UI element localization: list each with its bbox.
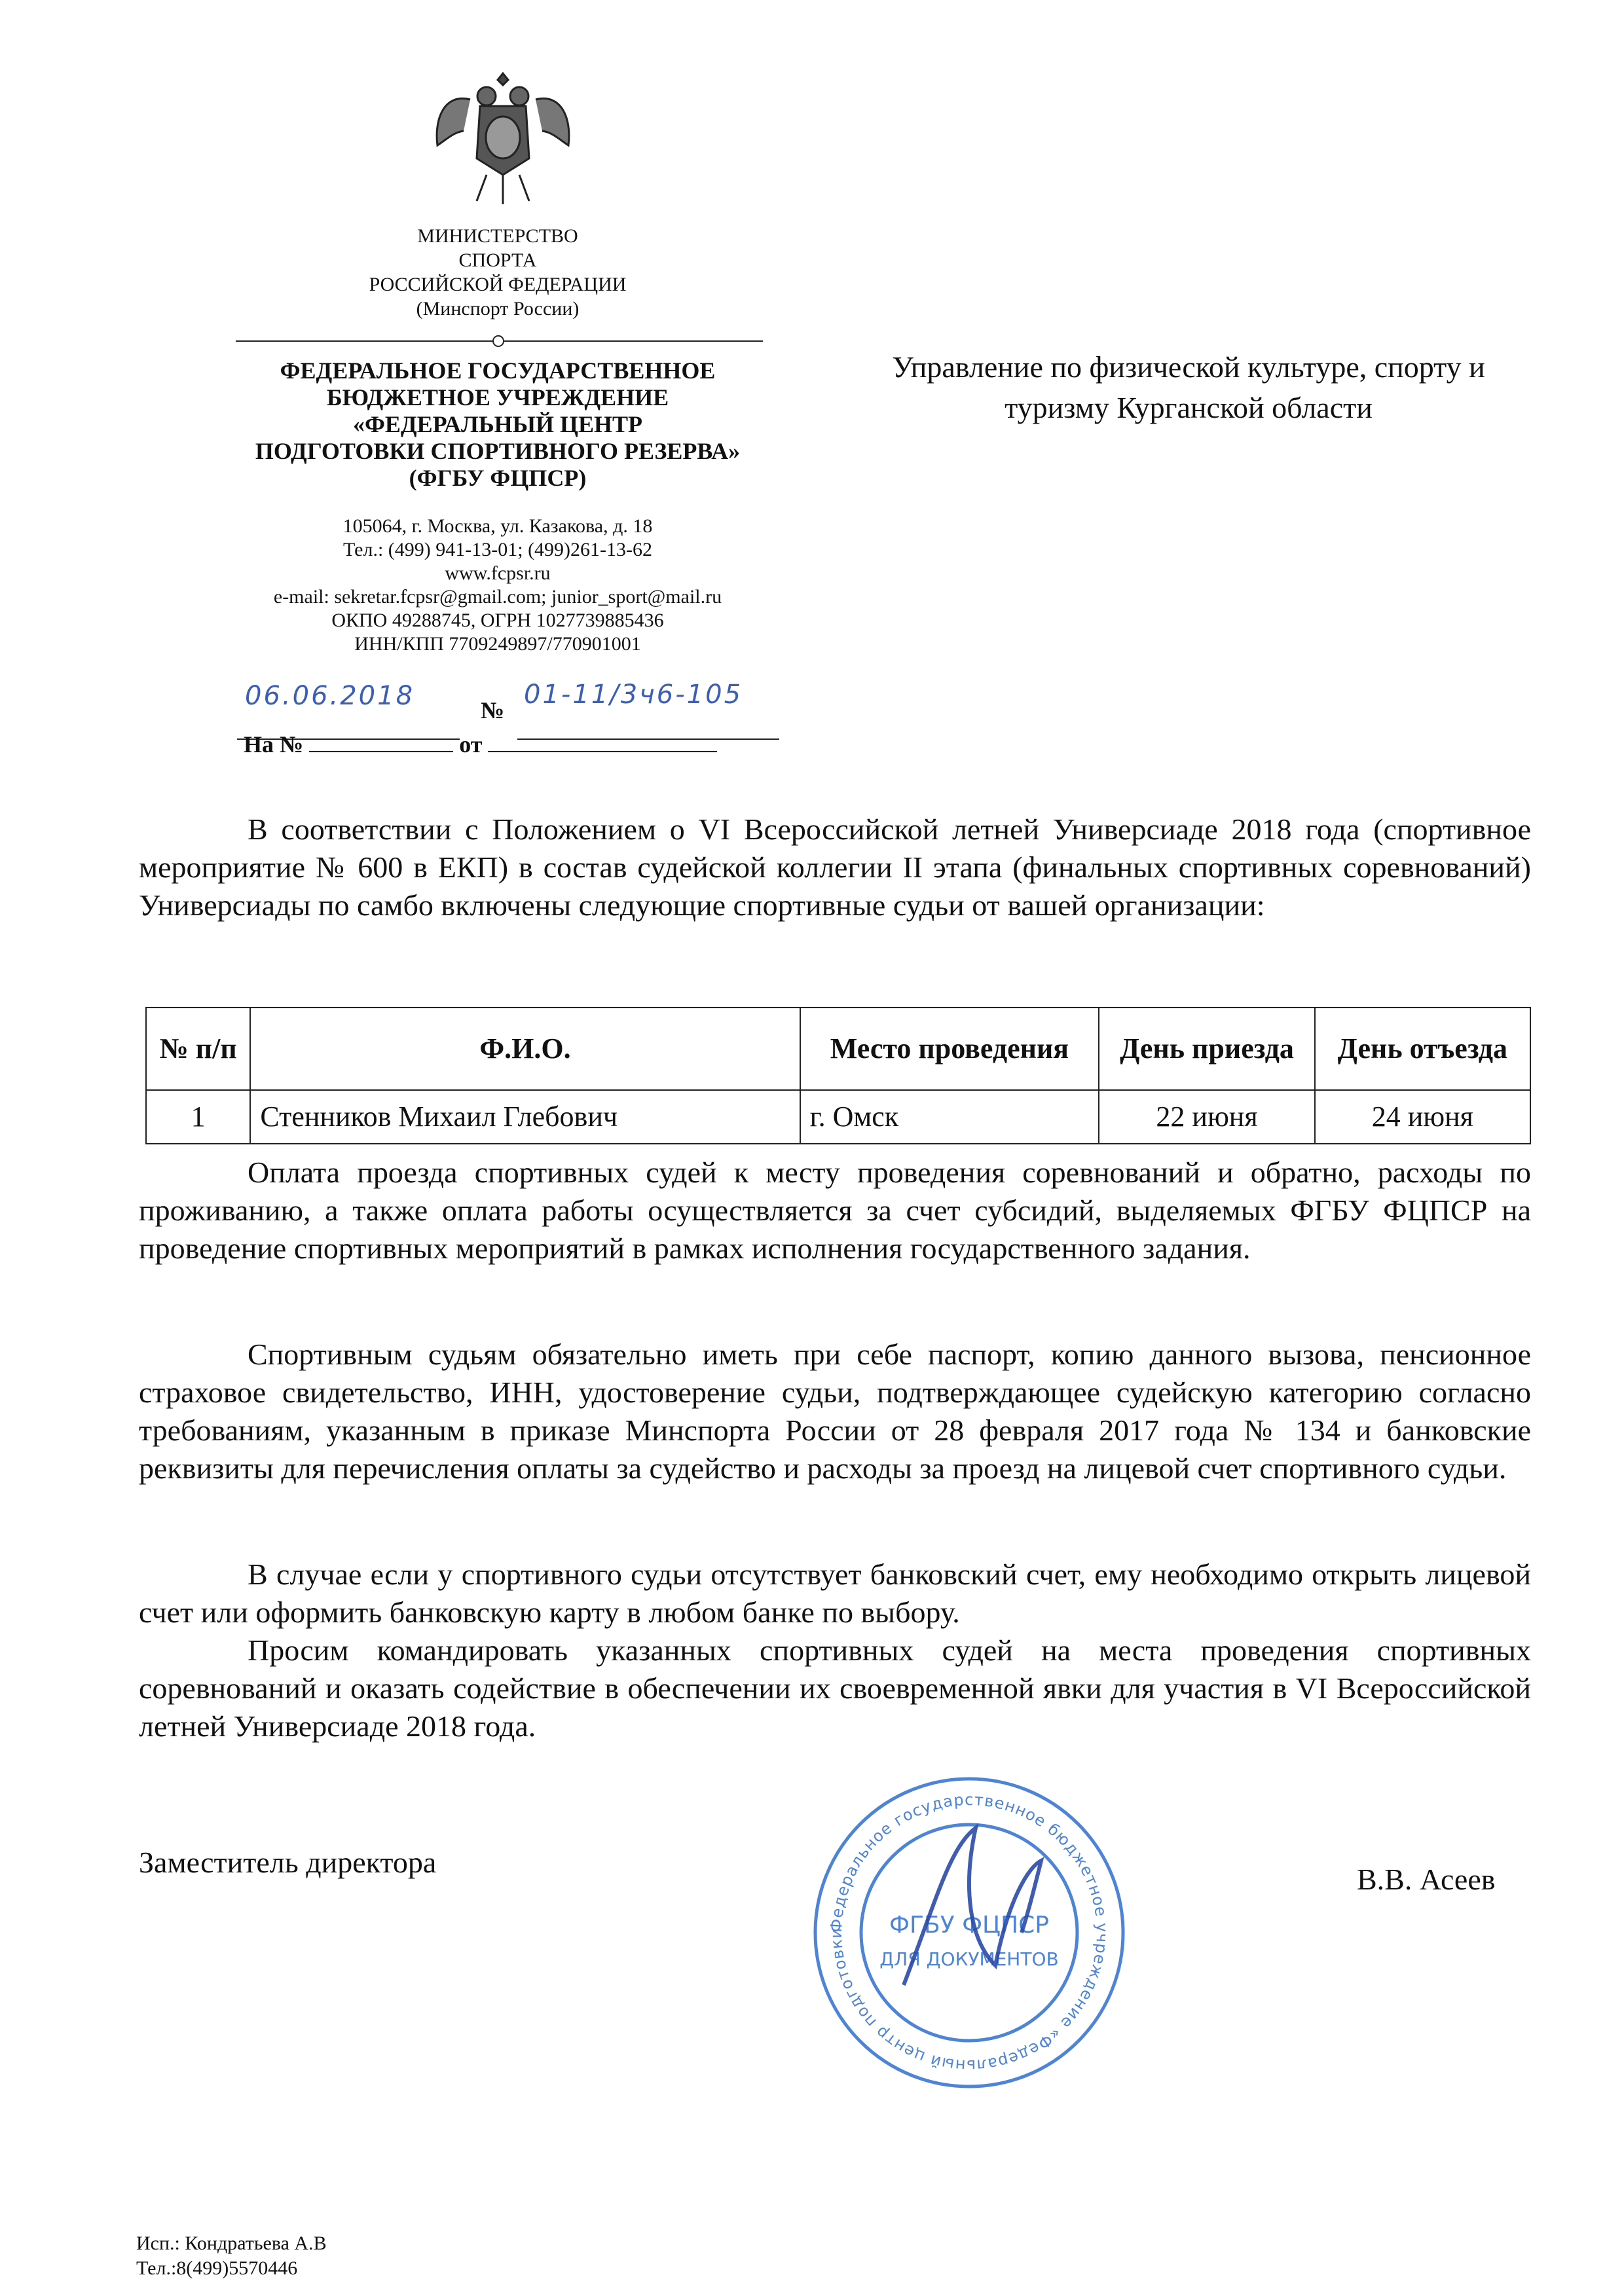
signer-position: Заместитель директора bbox=[139, 1846, 437, 1879]
header-divider-dot bbox=[492, 335, 504, 347]
judges-table bbox=[145, 1007, 1531, 1144]
request-paragraph: Просим командировать указанных спортивных судей на места проведения спортивных соревнований и оказать содействие в обеспечении их своевременной явки для участия в VI Всероссийской летней Универсиаде 2018 года. bbox=[139, 1633, 1531, 1743]
organization-contacts bbox=[216, 515, 779, 656]
org-line: ФЕДЕРАЛЬНОЕ ГОСУДАРСТВЕННОЕ bbox=[280, 357, 716, 384]
ministry-line: МИНИСТЕРСТВО bbox=[417, 225, 578, 247]
table-header-row bbox=[146, 1008, 1530, 1090]
signer-name: В.В. Асеев bbox=[1357, 1863, 1496, 1896]
contact-website: www.fcpsr.ru bbox=[445, 562, 551, 584]
org-line: «ФЕДЕРАЛЬНЫЙ ЦЕНТР bbox=[352, 411, 643, 437]
ministry-line: СПОРТА bbox=[458, 249, 537, 271]
ministry-name bbox=[216, 224, 779, 321]
outgoing-number: 01-11/3ч6-105 bbox=[524, 680, 743, 710]
organization-name bbox=[216, 357, 779, 492]
cell-departure: 24 июня bbox=[1315, 1090, 1530, 1144]
executor-info bbox=[136, 2231, 327, 2281]
table-row bbox=[146, 1090, 1530, 1144]
contact-phone: Тел.: (499) 941-13-01; (499)261-13-62 bbox=[342, 539, 653, 560]
ministry-line: РОССИЙСКОЙ ФЕДЕРАЦИИ bbox=[369, 274, 627, 295]
org-line: (ФГБУ ФЦПСР) bbox=[409, 465, 587, 491]
number-sign: № bbox=[481, 697, 505, 723]
org-line: БЮДЖЕТНОЕ УЧРЕЖДЕНИЕ bbox=[326, 384, 669, 410]
bank-paragraph: В случае если у спортивного судьи отсутствует банковский счет, ему необходимо открыть лицевой счет или оформить банковскую карту в любом банке по выбору. bbox=[139, 1558, 1531, 1629]
contact-address: 105064, г. Москва, ул. Казакова, д. 18 bbox=[342, 515, 653, 537]
ref-prefix: На № bbox=[244, 731, 304, 757]
cell-name: Стенников Михаил Глебович bbox=[250, 1090, 800, 1144]
col-name: Ф.И.О. bbox=[250, 1008, 800, 1090]
contact-email: e-mail: sekretar.fcpsr@gmail.com; junior_sport@mail.ru bbox=[273, 586, 722, 608]
col-arrival: День приезда bbox=[1099, 1008, 1314, 1090]
org-line: ПОДГОТОВКИ СПОРТИВНОГО РЕЗЕРВА» bbox=[255, 438, 741, 464]
intro-paragraph: В соответствии с Положением о VI Всероссийской летней Универсиаде 2018 года (спортивное мероприятие № 600 в ЕКП) в состав судейской коллегии II этапа (финальных спортивных соревнований) Универсиады по самбо включены следующие спортивные судьи от вашей организации: bbox=[139, 812, 1531, 922]
cell-place: г. Омск bbox=[800, 1090, 1099, 1144]
ministry-line: (Минспорт России) bbox=[416, 298, 580, 319]
svg-text:ФГБУ ФЦПСР: ФГБУ ФЦПСР bbox=[889, 1912, 1049, 1939]
svg-text:Федеральное государственное бю: Федеральное государственное бюджетное учреждение «Федеральный центр подготовки bbox=[826, 1790, 1112, 2075]
contact-inn: ИНН/КПП 7709249897/770901001 bbox=[354, 633, 641, 655]
svg-text:ДЛЯ ДОКУМЕНТОВ: ДЛЯ ДОКУМЕНТОВ bbox=[879, 1948, 1059, 1970]
cell-arrival: 22 июня bbox=[1099, 1090, 1314, 1144]
executor-phone: Тел.:8(499)5570446 bbox=[136, 2257, 298, 2279]
col-place: Место проведения bbox=[800, 1008, 1099, 1090]
ref-middle: от bbox=[459, 731, 483, 757]
russian-eagle-emblem-icon bbox=[424, 60, 581, 211]
reference-row bbox=[244, 731, 717, 758]
outgoing-date: 06.06.2018 bbox=[245, 681, 415, 711]
executor-name: Исп.: Кондратьева А.В bbox=[136, 2232, 327, 2254]
col-number: № п/п bbox=[146, 1008, 250, 1090]
ref-date-blank bbox=[488, 731, 717, 752]
recipient: Управление по физической культуре, спорту и туризму Курганской области bbox=[892, 350, 1485, 424]
col-departure: День отъезда bbox=[1315, 1008, 1530, 1090]
official-stamp bbox=[805, 1769, 1133, 2096]
contact-okpo: ОКПО 49288745, ОГРН 1027739885436 bbox=[331, 610, 664, 631]
documents-paragraph: Спортивным судьям обязательно иметь при себе паспорт, копию данного вызова, пенсионное страховое свидетельство, ИНН, удостоверение судьи, подтверждающее судейскую категорию согласно требованиям, указанным в приказе Минспорта России от 28 февраля 2017 года № 134 и банковские реквизиты для перечисления оплаты за судейство и расходы за проезд на лицевой счет спортивного судьи. bbox=[139, 1338, 1531, 1485]
ref-number-blank bbox=[309, 731, 453, 752]
payment-paragraph: Оплата проезда спортивных судей к месту проведения соревнований и обратно, расходы по проживанию, а также оплата работы осуществляется за счет субсидий, выделяемых ФГБУ ФЦПСР на проведение спортивных мероприятий в рамках исполнения государственного задания. bbox=[139, 1156, 1531, 1265]
cell-number: 1 bbox=[146, 1090, 250, 1144]
